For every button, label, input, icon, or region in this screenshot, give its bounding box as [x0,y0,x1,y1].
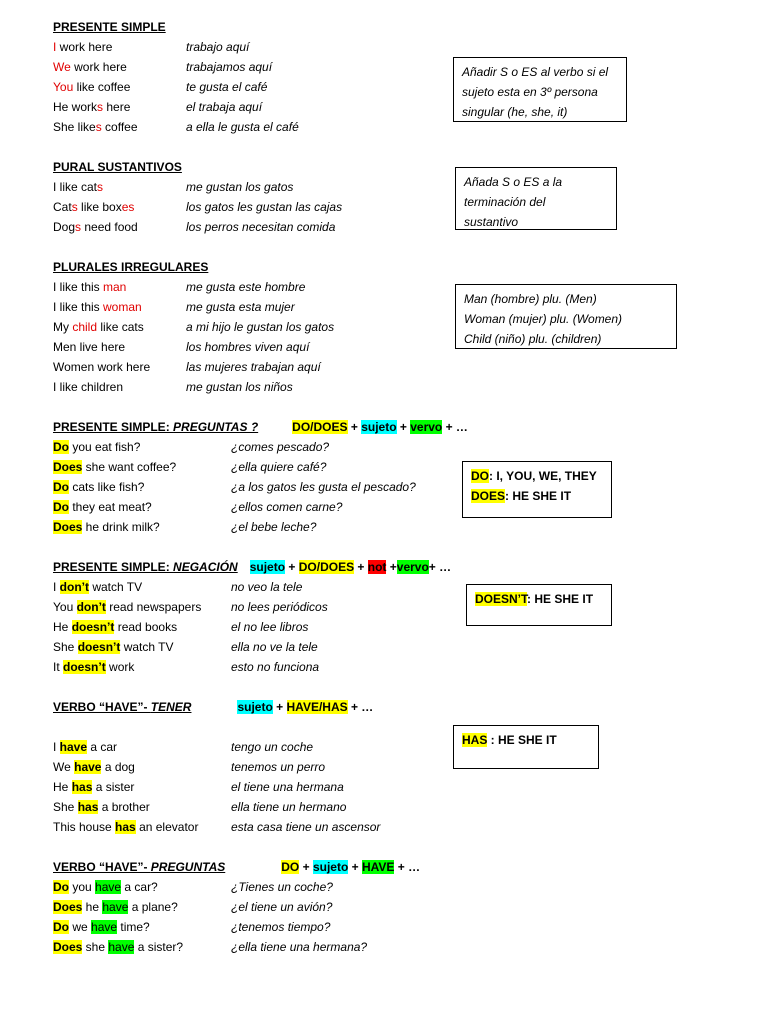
english-text: cats like fish? [69,480,145,494]
suffix-highlight: es [121,200,135,214]
spanish-translation: ¿ellos comen carne? [231,500,343,514]
spanish-translation: ¿tenemos tiempo? [231,920,331,934]
example-row [53,917,420,937]
english-text: a sister? [134,940,184,954]
example-row [53,217,336,237]
spanish-translation: no veo la tele [231,580,303,594]
section-presente-simple [53,17,299,137]
spanish-translation: me gusta esta mujer [186,300,295,314]
formula-sep: + [386,560,397,574]
title-text: VERBO “HAVE”- [53,700,151,714]
english-text: a brother [98,800,150,814]
auxiliary-highlight: Do [53,880,69,894]
english-text: you eat fish? [69,440,141,454]
english-text: a dog [101,760,135,774]
example-row [53,637,451,657]
title-text-italic: PREGUNTAS ? [173,420,259,434]
english-text: a sister [92,780,135,794]
spanish-translation: ¿Tienes un coche? [231,880,333,894]
example-row [53,377,293,397]
english-text: It [53,660,64,674]
english-text: He [53,620,72,634]
auxiliary-highlight: Does [53,940,83,954]
example-row [53,177,294,197]
formula [250,557,451,577]
english-text: work [105,660,135,674]
spanish-translation: los gatos les gustan las cajas [186,200,343,214]
subject-highlight: We [53,60,71,74]
example-row [53,437,468,457]
english-text: This house [53,820,116,834]
verb-highlight: has [115,820,136,834]
english-text: I [53,580,60,594]
note-line: sujeto esta en 3º persona [462,85,598,99]
section-plurales-irregulares [53,257,335,397]
english-text: a car? [121,880,158,894]
spanish-translation: ¿a los gatos les gusta el pescado? [231,480,416,494]
english-text: watch TV [120,640,174,654]
formula-part: DO/DOES [298,560,355,574]
formula-sep: + [272,700,287,714]
formula-sep: + [354,560,368,574]
spanish-translation: los perros necesitan comida [186,220,336,234]
section-title [53,697,373,717]
english-text: like cats [97,320,144,334]
spanish-translation: me gustan los gatos [186,180,294,194]
section-title: PRESENTE SIMPLE [53,20,166,34]
note-box-third-person [453,57,627,122]
example-row [53,297,295,317]
english-text: He work [53,100,98,114]
english-text: like coffee [73,80,131,94]
spanish-translation: ¿el tiene un avión? [231,900,333,914]
example-row [53,337,310,357]
spanish-translation: no lees periódicos [231,600,328,614]
note-value: : I, YOU, WE, THEY [489,469,597,483]
english-text: Women work here [53,360,151,374]
verb-highlight: have [91,920,118,934]
formula-part: DO [281,860,300,874]
subject-highlight: I [53,40,57,54]
spanish-translation: ¿ella tiene una hermana? [231,940,368,954]
english-text: an elevator [135,820,199,834]
example-row [53,757,373,777]
verb-highlight: has [77,800,99,814]
section-negacion [53,557,451,677]
example-row [53,357,321,377]
formula-part: sujeto [361,420,397,434]
english-text: watch TV [89,580,143,594]
example-row [53,57,273,77]
note-line: Woman (mujer) plu. (Women) [464,312,623,326]
example-row [53,77,268,97]
english-text: My [53,320,73,334]
auxiliary-highlight: Do [53,920,69,934]
suffix-highlight: s [97,180,104,194]
suffix-highlight: s [71,200,78,214]
english-text: here [103,100,131,114]
spanish-translation: ella tiene un hermano [231,800,347,814]
subject-highlight: You [53,80,74,94]
title-text: PRESENTE SIMPLE: [53,560,174,574]
example-row [53,897,420,917]
formula-part: sujeto [237,700,273,714]
title-text: VERBO “HAVE”- [53,860,151,874]
example-row [53,457,468,477]
verb-highlight: have [95,880,122,894]
spanish-translation: trabajo aquí [186,40,250,54]
auxiliary-highlight: Do [53,440,69,454]
spanish-translation: esta casa tiene un ascensor [231,820,381,834]
formula-sep: + [396,420,411,434]
formula-sep: + [285,560,299,574]
spanish-translation: tengo un coche [231,740,314,754]
example-row [53,37,250,57]
english-text: read books [114,620,178,634]
note-box-has [453,725,599,769]
example-row [53,797,373,817]
example-row [53,877,420,897]
english-text: We [53,760,75,774]
english-text: she want coffee? [82,460,177,474]
note-key: DOESN’T [475,592,528,606]
section-preguntas [53,417,468,537]
note-box-do-does [462,461,612,518]
verb-highlight: has [71,780,93,794]
example-row [53,497,468,517]
spanish-translation: me gustan los niños [186,380,293,394]
formula-sep: + … [347,700,374,714]
negation-highlight: doesn’t [71,620,115,634]
english-text: I like this [53,300,104,314]
suffix-highlight: s [95,120,102,134]
english-text: need food [81,220,138,234]
example-row [53,617,451,637]
note-line: sustantivo [464,215,519,229]
auxiliary-highlight: Does [53,900,83,914]
formula-part: vervo [396,560,429,574]
english-text: time? [117,920,150,934]
title-text-italic: TENER [150,700,192,714]
english-text: She [53,800,78,814]
note-line: singular (he, she, it) [462,105,568,119]
note-line: Añada S o ES a la [464,175,563,189]
note-box-plural [455,167,617,230]
english-text: Cat [53,200,72,214]
spanish-translation: ella no ve la tele [231,640,318,654]
note-box-irregular [455,284,677,349]
english-text: You [53,600,77,614]
example-row [53,577,451,597]
spanish-translation: te gusta el café [186,80,268,94]
english-text: we [69,920,92,934]
spanish-translation: a ella le gusta el café [186,120,299,134]
english-text: I like cat [53,180,98,194]
spanish-translation: ¿comes pescado? [231,440,330,454]
english-text: you [69,880,96,894]
spanish-translation: me gusta este hombre [186,280,306,294]
verb-highlight: have [108,940,135,954]
note-line: Añadir S o ES al verbo si el [462,65,609,79]
section-plural-sustantivos [53,157,343,237]
english-text: he [82,900,103,914]
english-text: coffee [101,120,138,134]
formula [237,697,373,717]
title-text-italic: NEGACIÓN [173,560,238,574]
formula-sep: + … [428,560,452,574]
english-text: Dog [53,220,76,234]
english-text: work here [56,40,113,54]
english-text: He [53,780,72,794]
english-text: I like children [53,380,124,394]
formula-part: vervo [410,420,443,434]
title-text-italic: PREGUNTAS [150,860,226,874]
english-text: read newspapers [105,600,202,614]
noun-highlight: woman [103,300,142,314]
english-text: She [53,640,78,654]
english-text: they eat meat? [69,500,152,514]
spanish-translation: trabajamos aquí [186,60,273,74]
suffix-highlight: s [75,220,82,234]
example-row [53,737,373,757]
negation-highlight: don’t [76,600,106,614]
formula-part: HAVE [361,860,395,874]
example-row [53,597,451,617]
formula-part: HAVE/HAS [286,700,348,714]
example-row [53,937,420,957]
title-text: PRESENTE SIMPLE: [53,420,174,434]
example-row [53,317,335,337]
section-title [53,557,451,577]
formula [292,417,468,437]
english-text: she [82,940,109,954]
spanish-translation: los hombres viven aquí [186,340,310,354]
auxiliary-highlight: Does [53,520,83,534]
note-value: : HE SHE IT [487,733,557,747]
auxiliary-highlight: Do [53,500,69,514]
formula [281,857,420,877]
english-text: like box [77,200,122,214]
formula-part: sujeto [312,860,349,874]
note-value: : HE SHE IT [527,592,594,606]
noun-highlight: man [103,280,127,294]
example-row [53,777,373,797]
english-text: Men live here [53,340,126,354]
note-box-doesnt [466,584,612,626]
formula-sep: + … [394,860,421,874]
negation-highlight: doesn’t [77,640,121,654]
formula-sep: + … [442,420,468,434]
note-key: HAS [462,733,488,747]
example-row [53,477,468,497]
formula-sep: + [299,860,313,874]
english-text: a car [87,740,118,754]
example-row [53,657,451,677]
verb-highlight: have [74,760,102,774]
negation-highlight: don’t [59,580,89,594]
verb-highlight: have [59,740,88,754]
english-text: I [53,740,60,754]
section-have-preguntas [53,857,420,957]
spanish-translation: a mi hijo le gustan los gatos [186,320,335,334]
note-line: Child (niño) plu. (children) [464,332,602,346]
spanish-translation: el no lee libros [231,620,309,634]
spanish-translation: ¿el bebe leche? [231,520,317,534]
note-key: DO [471,469,489,483]
formula-part: DO/DOES [292,420,348,434]
spanish-translation: esto no funciona [231,660,320,674]
section-title [53,417,468,437]
formula-part: not [367,560,387,574]
english-text: he drink milk? [82,520,160,534]
section-title [53,857,420,877]
example-row [53,117,299,137]
english-text: a plane? [128,900,178,914]
section-have-tener [53,697,381,837]
spanish-translation: el tiene una hermana [231,780,344,794]
auxiliary-highlight: Do [53,480,69,494]
note-value: : HE SHE IT [505,489,572,503]
example-row [53,197,343,217]
section-title: PURAL SUSTANTIVOS [53,160,182,174]
note-key: DOES [471,489,506,503]
example-row [53,277,306,297]
example-row [53,817,381,837]
section-title: PLURALES IRREGULARES [53,260,209,274]
english-text: work here [70,60,127,74]
example-row [53,97,263,117]
spanish-translation: ¿ella quiere café? [231,460,327,474]
english-text: She like [53,120,96,134]
spanish-translation: el trabaja aquí [186,100,263,114]
formula-sep: + [348,860,362,874]
suffix-highlight: s [97,100,104,114]
blank-row [53,717,373,737]
note-line: Man (hombre) plu. (Men) [464,292,597,306]
example-row [53,517,468,537]
noun-highlight: child [72,320,98,334]
negation-highlight: doesn’t [63,660,106,674]
verb-highlight: have [102,900,129,914]
spanish-translation: tenemos un perro [231,760,326,774]
formula-sep: + [347,420,362,434]
spanish-translation: las mujeres trabajan aquí [186,360,321,374]
english-text: I like this [53,280,104,294]
note-line: terminación del [464,195,546,209]
auxiliary-highlight: Does [53,460,83,474]
formula-part: sujeto [249,560,286,574]
